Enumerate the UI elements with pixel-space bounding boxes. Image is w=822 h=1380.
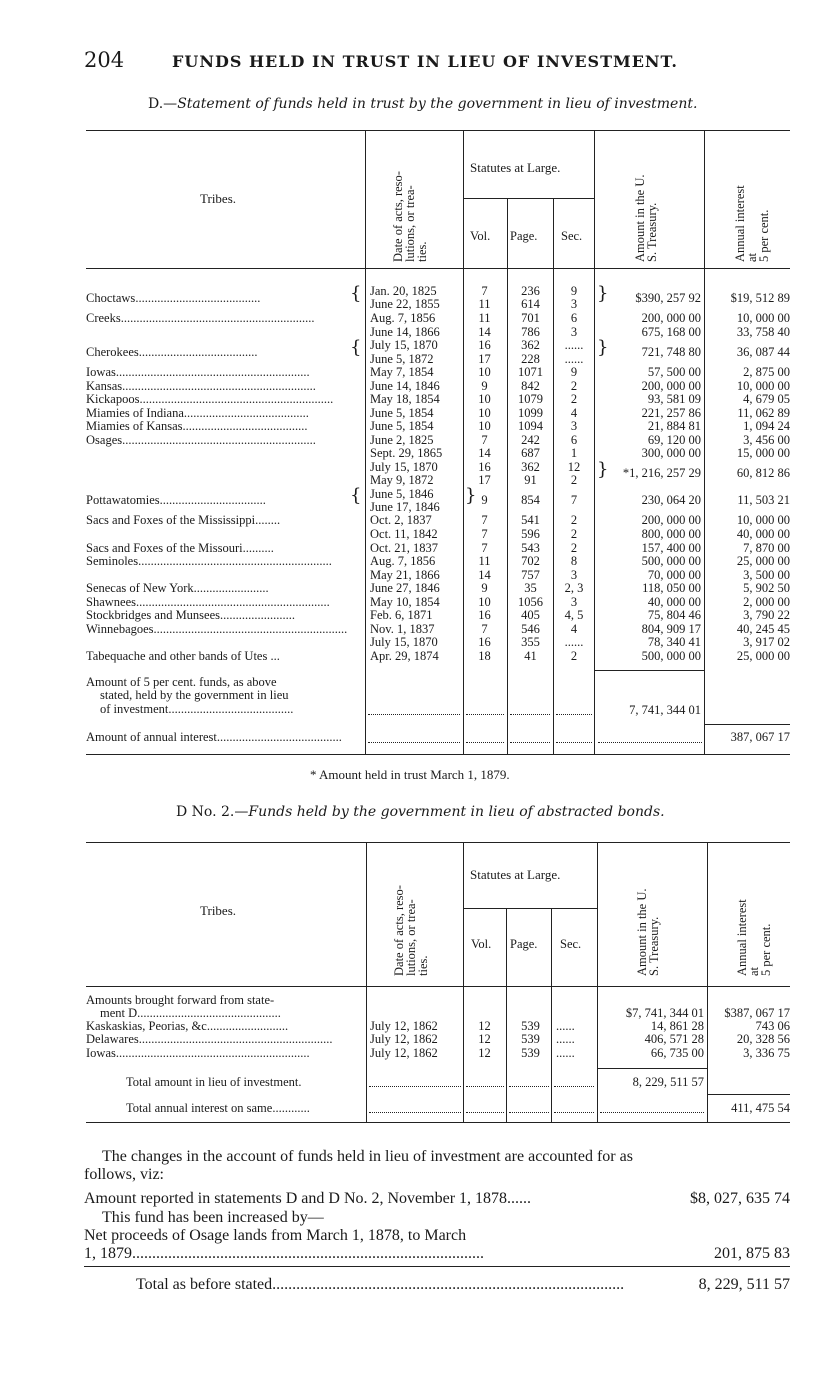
summary-intro-l2: follows, viz: (84, 1166, 164, 1183)
table-d-caption (148, 96, 697, 112)
d2-interest-total: 411, 475 54 (731, 1101, 790, 1115)
tribe-kickapoos: Kickapoos.............................................................. (86, 393, 334, 406)
tribe-shawnees: Shawnees.............................................................. (86, 596, 330, 609)
brace-cherokees-amount: } (597, 337, 609, 358)
brace-choctaws: { (350, 283, 362, 304)
table-d-caption-prefix: D.— (148, 96, 178, 112)
tribe-miamies-indiana: Miamies of Indiana........................................ (86, 407, 309, 420)
summary-reported: Amount reported in statements D and D No. 2, November 1, 1878...... $8, 027, 635 74 (84, 1190, 790, 1207)
page-number: 204 (84, 48, 125, 72)
brace-cherokees: { (350, 337, 362, 358)
d2-header-tribes: Tribes. (200, 903, 237, 918)
brace-choctaws-amount: } (597, 283, 609, 304)
header-tribes: Tribes. (200, 191, 237, 206)
tribe-winnebagoes: Winnebagoes.............................................................. (86, 623, 348, 636)
tribe-miamies-kansas: Miamies of Kansas........................................ (86, 420, 308, 433)
table-d2-caption-text: Funds held by the government in lieu of abstracted bonds. (248, 804, 665, 820)
tribe-kansas: Kansas.............................................................. (86, 380, 316, 393)
brace-pottawatomies: { (350, 485, 362, 506)
header-vol: Vol. (470, 229, 491, 243)
total-funds-amount: 7, 741, 344 01 (629, 703, 701, 717)
header-interest: Annual interest at 5 per cent. (733, 185, 771, 262)
tribe-senecas: Senecas of New York........................ (86, 582, 269, 595)
d2-interest-label: Total annual interest on same............ (126, 1102, 310, 1115)
annual-interest-label: Amount of annual interest........................................ (86, 731, 342, 744)
d2-header-sec: Sec. (560, 937, 582, 951)
footnote: * Amount held in trust March 1, 1879. (310, 767, 510, 782)
d2-total-label: Total amount in lieu of investment. (126, 1076, 302, 1089)
annual-interest-total: 387, 067 17 (730, 730, 790, 744)
tribe-choctaws: Choctaws........................................ (86, 292, 261, 305)
tribe-pottawatomies: Pottawatomies.................................. (86, 494, 266, 507)
tribe-stockbridges: Stockbridges and Munsees........................ (86, 609, 296, 622)
table-d-caption-text: Statement of funds held in trust by the government in lieu of investment. (177, 96, 698, 112)
d2-header-amount: Amount in the U. S. Treasury. (635, 888, 661, 976)
brace-osages-amount: } (597, 459, 609, 480)
header-amount: Amount in the U. S. Treasury. (633, 174, 659, 262)
tribe-sacs-foxes-missouri: Sacs and Foxes of the Missouri.......... (86, 542, 274, 555)
d2-header-page: Page. (510, 937, 538, 951)
summary-intro-l1: The changes in the account of funds held in lieu of investment are accounted for as (102, 1148, 633, 1165)
tribe-seminoles: Seminoles.............................................................. (86, 555, 332, 568)
header-date: Date of acts, reso- lutions, or trea- ties. (391, 171, 429, 262)
summary-total: Total as before stated........................................................................................ 8, 229, 511 57 (136, 1276, 790, 1293)
tribe-cherokees: Cherokees...................................... (86, 346, 258, 359)
header-sec: Sec. (561, 229, 583, 243)
tribe-sacs-foxes-mississippi: Sacs and Foxes of the Mississippi........ (86, 514, 281, 527)
d2-header-interest: Annual interest at 5 per cent. (735, 899, 773, 976)
summary-osage-l1: Net proceeds of Osage lands from March 1, 1878, to March (84, 1227, 467, 1244)
tribe-osages: Osages.............................................................. (86, 434, 316, 447)
tribe-creeks: Creeks.............................................................. (86, 312, 315, 325)
d2-header-date: Date of acts, reso- lutions, or trea- ties. (392, 885, 430, 976)
d2-header-statutes: Statutes at Large. (470, 867, 561, 882)
summary-osage-l2: 1, 1879........................................................................................ 201, 875 83 (84, 1245, 790, 1262)
d2-total-amount: 8, 229, 511 57 (632, 1075, 704, 1089)
header-page: Page. (510, 229, 538, 243)
table-d2-caption-prefix: D No. 2.— (176, 804, 249, 820)
table-d2-caption (176, 804, 665, 820)
summary-increased: This fund has been increased by— (102, 1209, 324, 1226)
tribe-utes: Tabequache and other bands of Utes ... (86, 650, 280, 663)
running-title: FUNDS HELD IN TRUST IN LIEU OF INVESTMENT. (172, 52, 678, 71)
tribe-iowas: Iowas.............................................................. (86, 366, 310, 379)
header-statutes: Statutes at Large. (470, 160, 561, 175)
total-funds-label: Amount of 5 per cent. funds, as above stated, held by the government in lieu of investment........................................ (86, 675, 294, 716)
d2-header-vol: Vol. (471, 937, 492, 951)
brace-pottawatomies-vol: } (465, 485, 477, 506)
